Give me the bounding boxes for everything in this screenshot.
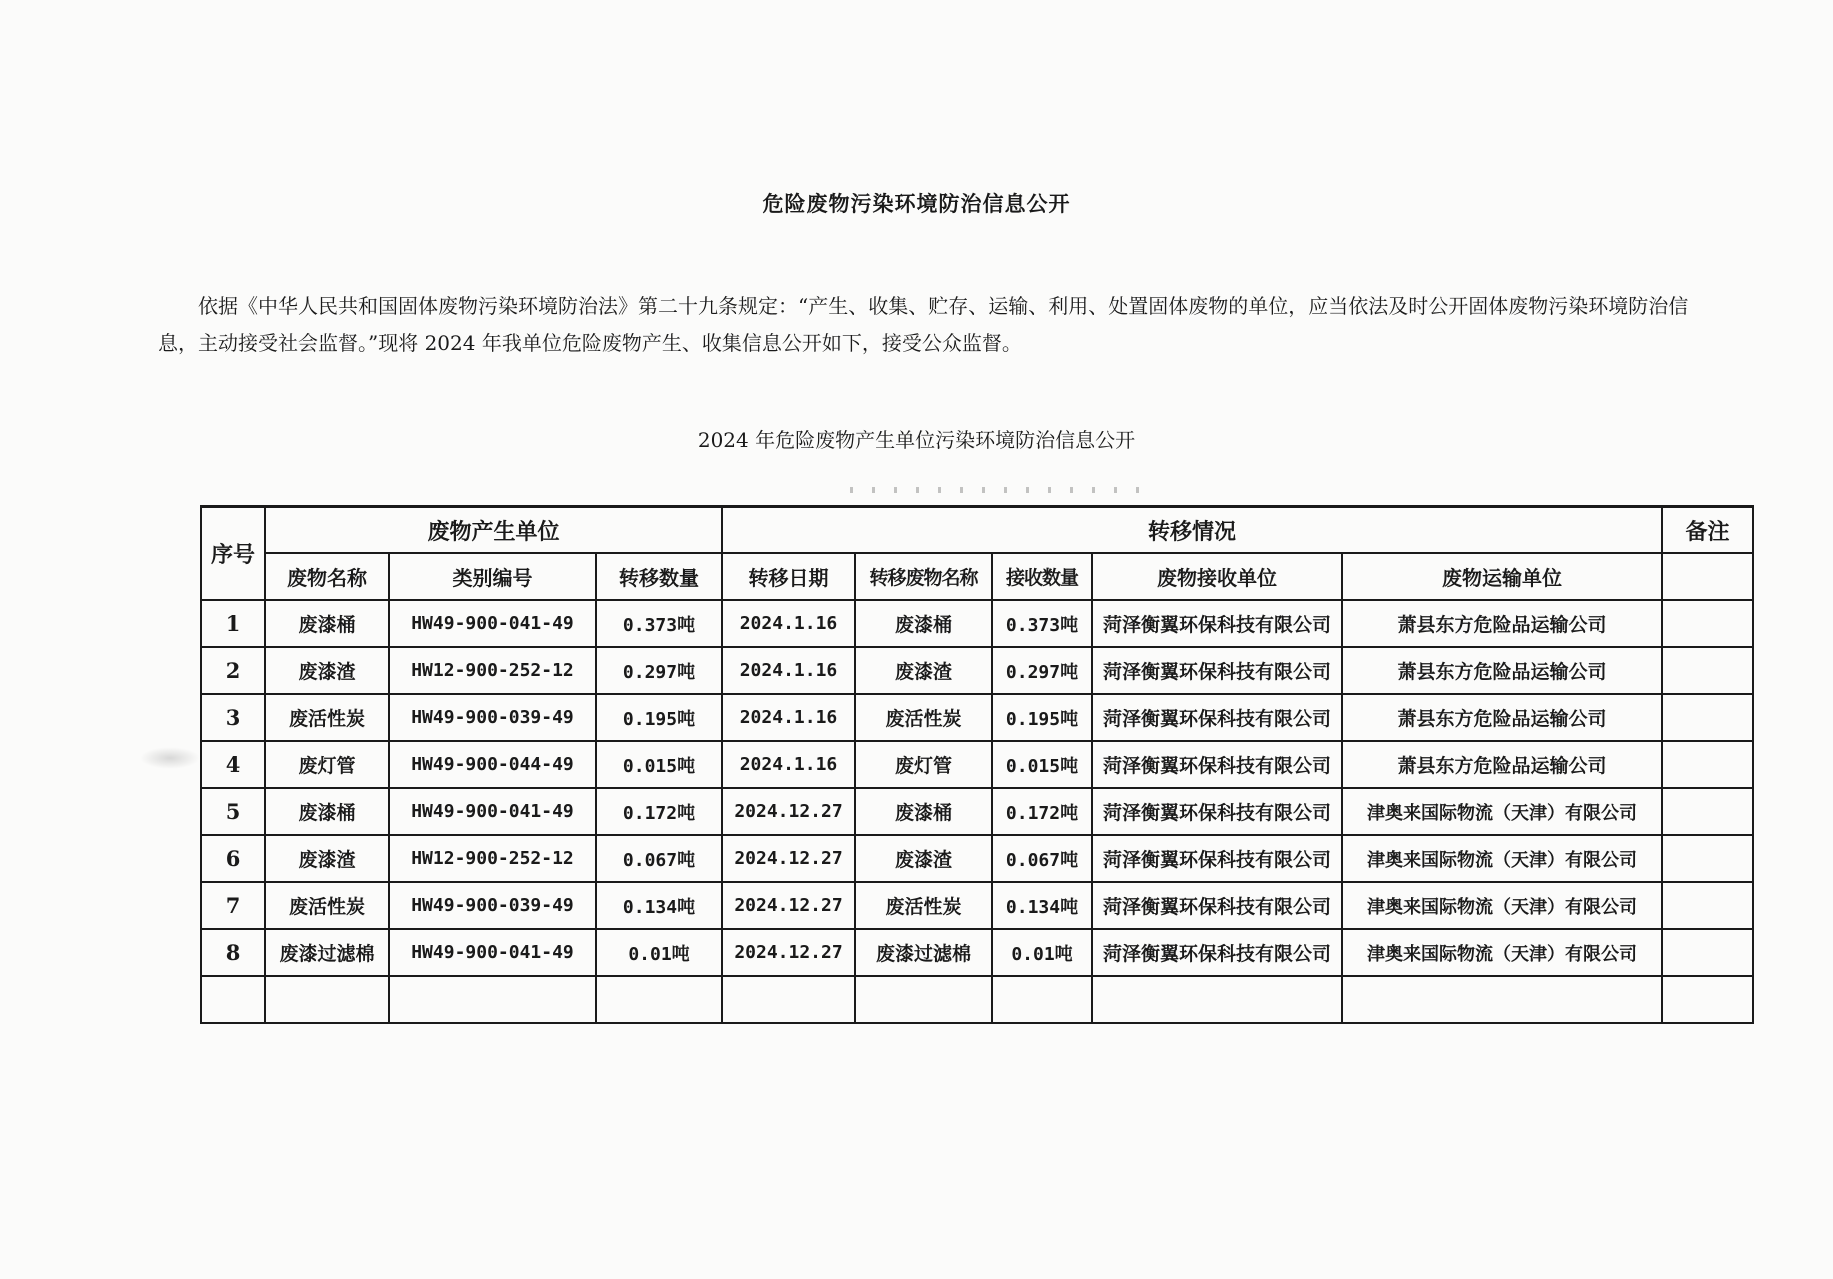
cell-received-qty: 0.015吨 xyxy=(992,741,1092,788)
table-row xyxy=(201,600,1753,647)
header-producer: 废物产生单位 xyxy=(265,507,722,554)
cell-remarks xyxy=(1662,788,1753,835)
cell-remarks xyxy=(1662,835,1753,882)
cell-transporter: 萧县东方危险品运输公司 xyxy=(1342,600,1662,647)
table-row xyxy=(201,929,1753,976)
cell-receiver xyxy=(1092,976,1342,1023)
cell-transferred-waste-name: 废漆过滤棉 xyxy=(855,929,992,976)
scan-smudge xyxy=(140,747,200,769)
cell-transfer-qty: 0.015吨 xyxy=(596,741,722,788)
cell-transfer-qty: 0.297吨 xyxy=(596,647,722,694)
cell-transporter: 津奥来国际物流（天津）有限公司 xyxy=(1342,835,1662,882)
cell-transferred-waste-name: 废漆渣 xyxy=(855,835,992,882)
cell-waste-name: 废漆渣 xyxy=(265,835,389,882)
cell-received-qty: 0.297吨 xyxy=(992,647,1092,694)
cell-seq xyxy=(201,976,265,1023)
header-transfer-date: 转移日期 xyxy=(722,553,855,600)
header-transporter: 废物运输单位 xyxy=(1342,553,1662,600)
cell-transferred-waste-name: 废活性炭 xyxy=(855,694,992,741)
cell-transfer-qty: 0.172吨 xyxy=(596,788,722,835)
cell-seq: 3 xyxy=(201,694,265,741)
column-header-row xyxy=(201,553,1753,600)
header-remarks: 备注 xyxy=(1662,507,1753,554)
hazardous-waste-table xyxy=(200,505,1754,1024)
scan-artifact xyxy=(850,487,1150,493)
cell-remarks xyxy=(1662,929,1753,976)
cell-received-qty xyxy=(992,976,1092,1023)
cell-transfer-qty: 0.373吨 xyxy=(596,600,722,647)
cell-transfer-date: 2024.1.16 xyxy=(722,647,855,694)
cell-received-qty: 0.172吨 xyxy=(992,788,1092,835)
header-received-qty: 接收数量 xyxy=(992,553,1092,600)
cell-transporter: 萧县东方危险品运输公司 xyxy=(1342,647,1662,694)
cell-waste-name: 废漆桶 xyxy=(265,788,389,835)
table-row xyxy=(201,788,1753,835)
cell-transporter xyxy=(1342,976,1662,1023)
cell-transfer-date xyxy=(722,976,855,1023)
table-row xyxy=(201,741,1753,788)
cell-transfer-date: 2024.1.16 xyxy=(722,694,855,741)
cell-transfer-date: 2024.12.27 xyxy=(722,882,855,929)
header-seq: 序号 xyxy=(201,507,265,601)
cell-remarks xyxy=(1662,882,1753,929)
group-header-row xyxy=(201,507,1753,554)
cell-waste-name: 废漆桶 xyxy=(265,600,389,647)
cell-category-code: HW49-900-039-49 xyxy=(389,694,596,741)
cell-transferred-waste-name: 废漆渣 xyxy=(855,647,992,694)
cell-transfer-date: 2024.12.27 xyxy=(722,835,855,882)
cell-remarks xyxy=(1662,694,1753,741)
cell-category-code: HW49-900-044-49 xyxy=(389,741,596,788)
cell-category-code: HW49-900-041-49 xyxy=(389,788,596,835)
cell-category-code xyxy=(389,976,596,1023)
cell-waste-name: 废活性炭 xyxy=(265,694,389,741)
cell-transfer-qty: 0.134吨 xyxy=(596,882,722,929)
cell-transfer-date: 2024.12.27 xyxy=(722,929,855,976)
cell-remarks xyxy=(1662,976,1753,1023)
intro-text: 依据《中华人民共和国固体废物污染环境防治法》第二十九条规定：“产生、收集、贮存、运输、利用、处置固体废物的单位，应当依法及时公开固体废物污染环境防治信息，主动接受社会监督。”现将 2024 年我单位危险废物产生、收集信息公开如下，接受公众监督。 xyxy=(158,294,1689,355)
cell-receiver: 菏泽衡翼环保科技有限公司 xyxy=(1092,929,1342,976)
cell-transporter: 津奥来国际物流（天津）有限公司 xyxy=(1342,788,1662,835)
cell-received-qty: 0.01吨 xyxy=(992,929,1092,976)
cell-transfer-qty xyxy=(596,976,722,1023)
document-title: 危险废物污染环境防治信息公开 xyxy=(762,191,1071,216)
cell-receiver: 菏泽衡翼环保科技有限公司 xyxy=(1092,741,1342,788)
cell-category-code: HW49-900-041-49 xyxy=(389,600,596,647)
cell-waste-name: 废活性炭 xyxy=(265,882,389,929)
cell-receiver: 菏泽衡翼环保科技有限公司 xyxy=(1092,882,1342,929)
cell-receiver: 菏泽衡翼环保科技有限公司 xyxy=(1092,835,1342,882)
cell-transferred-waste-name: 废活性炭 xyxy=(855,882,992,929)
table-row-empty xyxy=(201,976,1753,1023)
table-row xyxy=(201,835,1753,882)
cell-transporter: 津奥来国际物流（天津）有限公司 xyxy=(1342,882,1662,929)
table-row xyxy=(201,882,1753,929)
cell-transfer-qty: 0.195吨 xyxy=(596,694,722,741)
header-receiver: 废物接收单位 xyxy=(1092,553,1342,600)
cell-received-qty: 0.134吨 xyxy=(992,882,1092,929)
table-row xyxy=(201,647,1753,694)
cell-seq: 8 xyxy=(201,929,265,976)
cell-transporter: 萧县东方危险品运输公司 xyxy=(1342,694,1662,741)
cell-seq: 2 xyxy=(201,647,265,694)
cell-receiver: 菏泽衡翼环保科技有限公司 xyxy=(1092,647,1342,694)
cell-transfer-qty: 0.01吨 xyxy=(596,929,722,976)
cell-waste-name xyxy=(265,976,389,1023)
cell-remarks xyxy=(1662,600,1753,647)
cell-seq: 4 xyxy=(201,741,265,788)
cell-seq: 6 xyxy=(201,835,265,882)
cell-waste-name: 废灯管 xyxy=(265,741,389,788)
cell-transfer-date: 2024.1.16 xyxy=(722,741,855,788)
cell-waste-name: 废漆渣 xyxy=(265,647,389,694)
header-remarks-blank xyxy=(1662,553,1753,600)
cell-received-qty: 0.373吨 xyxy=(992,600,1092,647)
cell-transfer-date: 2024.12.27 xyxy=(722,788,855,835)
cell-received-qty: 0.195吨 xyxy=(992,694,1092,741)
cell-receiver: 菏泽衡翼环保科技有限公司 xyxy=(1092,600,1342,647)
header-transfer-qty: 转移数量 xyxy=(596,553,722,600)
intro-paragraph xyxy=(158,288,1698,362)
cell-seq: 1 xyxy=(201,600,265,647)
cell-transferred-waste-name: 废漆桶 xyxy=(855,788,992,835)
header-waste-name: 废物名称 xyxy=(265,553,389,600)
cell-waste-name: 废漆过滤棉 xyxy=(265,929,389,976)
cell-receiver: 菏泽衡翼环保科技有限公司 xyxy=(1092,788,1342,835)
cell-category-code: HW49-900-041-49 xyxy=(389,929,596,976)
cell-received-qty: 0.067吨 xyxy=(992,835,1092,882)
header-transferred-waste-name: 转移废物名称 xyxy=(855,553,992,600)
cell-remarks xyxy=(1662,741,1753,788)
cell-receiver: 菏泽衡翼环保科技有限公司 xyxy=(1092,694,1342,741)
cell-transferred-waste-name: 废漆桶 xyxy=(855,600,992,647)
cell-transferred-waste-name xyxy=(855,976,992,1023)
table-row xyxy=(201,694,1753,741)
cell-remarks xyxy=(1662,647,1753,694)
cell-transporter: 萧县东方危险品运输公司 xyxy=(1342,741,1662,788)
cell-category-code: HW49-900-039-49 xyxy=(389,882,596,929)
cell-transfer-date: 2024.1.16 xyxy=(722,600,855,647)
cell-transferred-waste-name: 废灯管 xyxy=(855,741,992,788)
cell-category-code: HW12-900-252-12 xyxy=(389,647,596,694)
table-title: 2024 年危险废物产生单位污染环境防治信息公开 xyxy=(697,428,1136,452)
header-category-code: 类别编号 xyxy=(389,553,596,600)
cell-transporter: 津奥来国际物流（天津）有限公司 xyxy=(1342,929,1662,976)
cell-transfer-qty: 0.067吨 xyxy=(596,835,722,882)
header-transfer: 转移情况 xyxy=(722,507,1662,554)
cell-category-code: HW12-900-252-12 xyxy=(389,835,596,882)
cell-seq: 7 xyxy=(201,882,265,929)
cell-seq: 5 xyxy=(201,788,265,835)
